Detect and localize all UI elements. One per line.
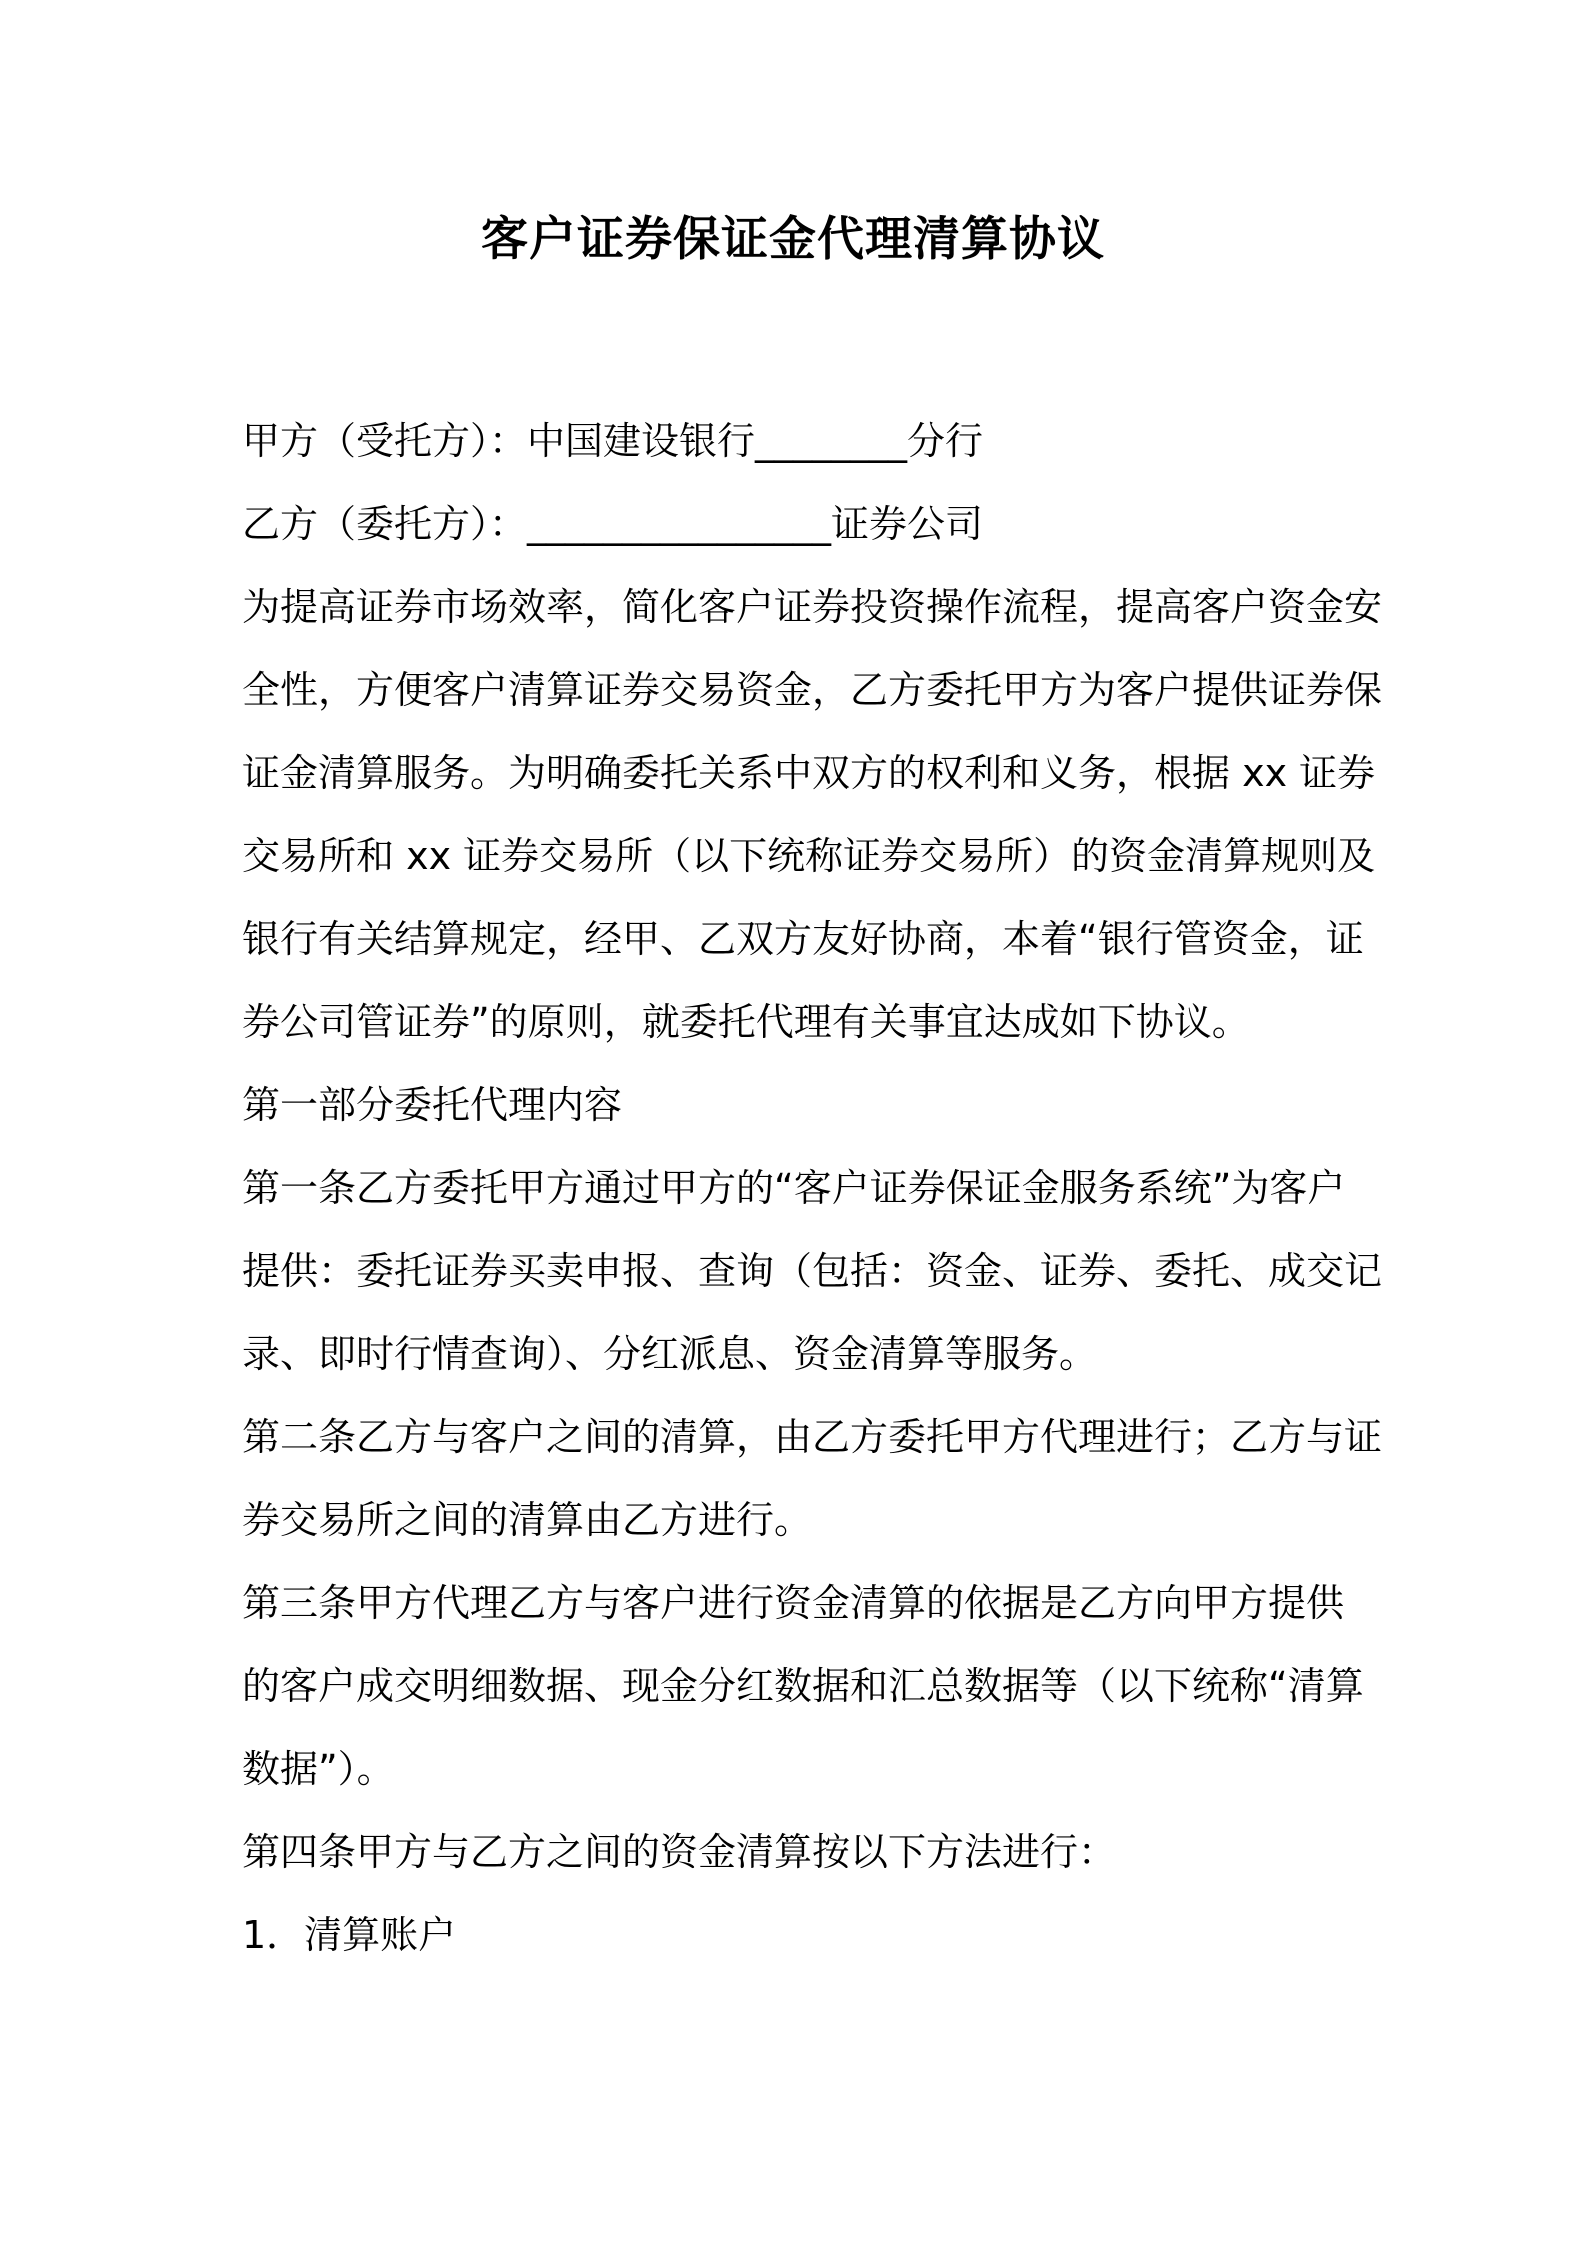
party-b-line: 乙方（委托方）：________________证券公司 [242, 502, 984, 546]
preamble-line: 为提高证券市场效率，简化客户证券投资操作流程，提高客户资金安 [242, 585, 1383, 629]
article-1-line: 提供：委托证券买卖申报、查询（包括：资金、证券、委托、成交记 [242, 1249, 1383, 1293]
article-3-line: 数据”）。 [242, 1747, 395, 1791]
document-body [242, 400, 1383, 1977]
article-4-line: 第四条甲方与乙方之间的资金清算按以下方法进行： [242, 1830, 1117, 1874]
article-2-line: 第二条乙方与客户之间的清算，由乙方委托甲方代理进行；乙方与证 [242, 1415, 1383, 1459]
preamble-line: 银行有关结算规定，经甲、乙双方友好协商，本着“银行管资金，证 [242, 917, 1364, 961]
document-title: 客户证券保证金代理清算协议 [481, 212, 1105, 267]
section-heading: 第一部分委托代理内容 [242, 1083, 623, 1127]
party-a-line: 甲方（受托方）：中国建设银行________分行 [242, 419, 984, 463]
preamble-line: 券公司管证券”的原则，就委托代理有关事宜达成如下协议。 [242, 1000, 1250, 1044]
list-item-clearing-account: 1．清算账户 [242, 1913, 457, 1957]
article-3-line: 第三条甲方代理乙方与客户进行资金清算的依据是乙方向甲方提供 [242, 1581, 1345, 1625]
article-1-line: 录、即时行情查询）、分红派息、资金清算等服务。 [242, 1332, 1098, 1376]
preamble-line: 证金清算服务。为明确委托关系中双方的权利和义务，根据 xx 证券 [242, 751, 1376, 795]
article-3-line: 的客户成交明细数据、现金分红数据和汇总数据等（以下统称“清算 [242, 1664, 1364, 1708]
article-2-line: 券交易所之间的清算由乙方进行。 [242, 1498, 813, 1542]
preamble-line: 全性，方便客户清算证券交易资金，乙方委托甲方为客户提供证券保 [242, 668, 1383, 712]
article-1-line: 第一条乙方委托甲方通过甲方的“客户证券保证金服务系统”为客户 [242, 1166, 1346, 1210]
preamble-line: 交易所和 xx 证券交易所（以下统称证券交易所）的资金清算规则及 [242, 834, 1376, 878]
